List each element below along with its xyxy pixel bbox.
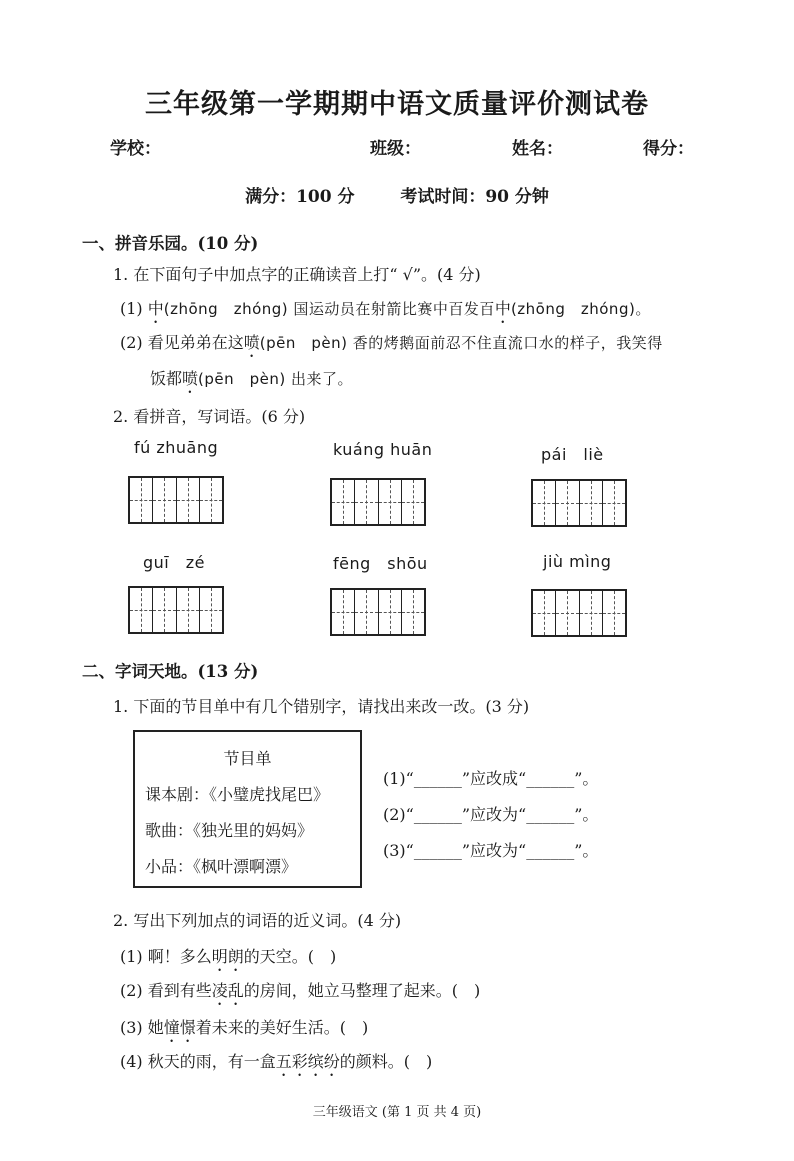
s2-q2-item1	[120, 944, 336, 975]
item-text: (3) 她	[120, 1018, 164, 1037]
exam-meta	[0, 182, 794, 207]
dotted-word: 明朗	[211, 947, 244, 966]
section2-heading: 二、字词天地。(13 分)	[82, 662, 259, 681]
item-prefix: (2) 看见弟弟在这	[120, 333, 244, 352]
item-text: 的天空。( )	[243, 947, 337, 966]
pinyin-label: kuáng huān	[333, 440, 433, 459]
s1-q1-prompt: 1. 在下面句子中加点字的正确读音上打“ √”。(4 分)	[113, 265, 481, 284]
program-list-box	[133, 730, 362, 888]
program-item: 课本剧：《小璧虎找尾巴》	[145, 785, 330, 804]
class-label: 班级：	[370, 139, 421, 159]
pinyin-label: jiù mìng	[543, 552, 612, 571]
item-text: (pēn pèn) 出来了。	[198, 370, 354, 388]
writing-grid[interactable]	[330, 588, 426, 636]
writing-grid[interactable]	[128, 586, 224, 634]
dotted-word: 五彩缤纷	[275, 1052, 340, 1071]
pinyin-label: guī zé	[143, 553, 205, 572]
item-text: (1) 啊！多么	[120, 947, 212, 966]
item-text: (pēn pèn) 香的烤鹅面前忍不住直流口水的样子，我笑得	[259, 334, 663, 352]
writing-grid[interactable]	[531, 589, 627, 637]
program-item: 歌曲：《独光里的妈妈》	[145, 821, 314, 840]
section1-heading: 一、拼音乐园。(10 分)	[82, 234, 259, 253]
school-label: 学校：	[110, 139, 161, 159]
dotted-word: 凌乱	[211, 981, 244, 1000]
item-prefix: (1)	[120, 299, 148, 318]
dotted-word: 憧憬	[163, 1018, 196, 1037]
name-label: 姓名：	[512, 139, 563, 159]
full-score: 满分：100 分	[245, 187, 355, 207]
pinyin-label: fú zhuāng	[134, 438, 219, 457]
exam-time: 考试时间：90 分钟	[400, 187, 549, 207]
s2-q2-item3	[120, 1015, 368, 1046]
exam-title: 三年级第一学期期中语文质量评价测试卷	[145, 89, 649, 120]
s1-q2-prompt: 2. 看拼音，写词语。(6 分)	[113, 407, 306, 426]
s1-q1-item1	[120, 296, 651, 327]
program-item: 小品：《枫叶漂啊漂》	[145, 857, 298, 876]
pinyin-label: pái liè	[541, 445, 604, 464]
item-text: (2) 看到有些	[120, 981, 212, 1000]
page-footer: 三年级语文 (第 1 页 共 4 页)	[312, 1105, 482, 1120]
s2-q2-item4	[120, 1049, 432, 1080]
item-text: (4) 秋天的雨，有一盒	[120, 1052, 276, 1071]
item-text: (zhōng zhóng)。	[510, 300, 651, 318]
dotted-char: 中	[147, 299, 164, 318]
dotted-char: 喷	[243, 333, 260, 352]
item-text: 饭都	[150, 369, 183, 388]
pinyin-label: fēng shōu	[333, 554, 428, 573]
writing-grid[interactable]	[330, 478, 426, 526]
correction-line[interactable]: (3)“______”应改为“______”。	[383, 841, 599, 860]
dotted-char: 中	[494, 299, 511, 318]
s2-q2-item2	[120, 978, 480, 1009]
program-title: 节目单	[223, 749, 272, 768]
s2-q1-prompt: 1. 下面的节目单中有几个错别字，请找出来改一改。(3 分)	[113, 697, 530, 716]
s2-q2-prompt: 2. 写出下列加点的词语的近义词。(4 分)	[113, 911, 402, 930]
item-text: 的颜料。( )	[339, 1052, 433, 1071]
writing-grid[interactable]	[128, 476, 224, 524]
correction-line[interactable]: (1)“______”应改成“______”。	[383, 769, 599, 788]
score-label: 得分：	[643, 139, 694, 159]
item-text: (zhōng zhóng) 国运动员在射箭比赛中百发百	[163, 300, 495, 318]
s1-q1-item2	[120, 330, 663, 361]
dotted-char: 喷	[182, 369, 199, 388]
correction-line[interactable]: (2)“______”应改为“______”。	[383, 805, 599, 824]
writing-grid[interactable]	[531, 479, 627, 527]
s1-q1-item2-cont	[150, 366, 353, 397]
item-text: 的房间，她立马整理了起来。( )	[243, 981, 481, 1000]
item-text: 着未来的美好生活。( )	[195, 1018, 369, 1037]
